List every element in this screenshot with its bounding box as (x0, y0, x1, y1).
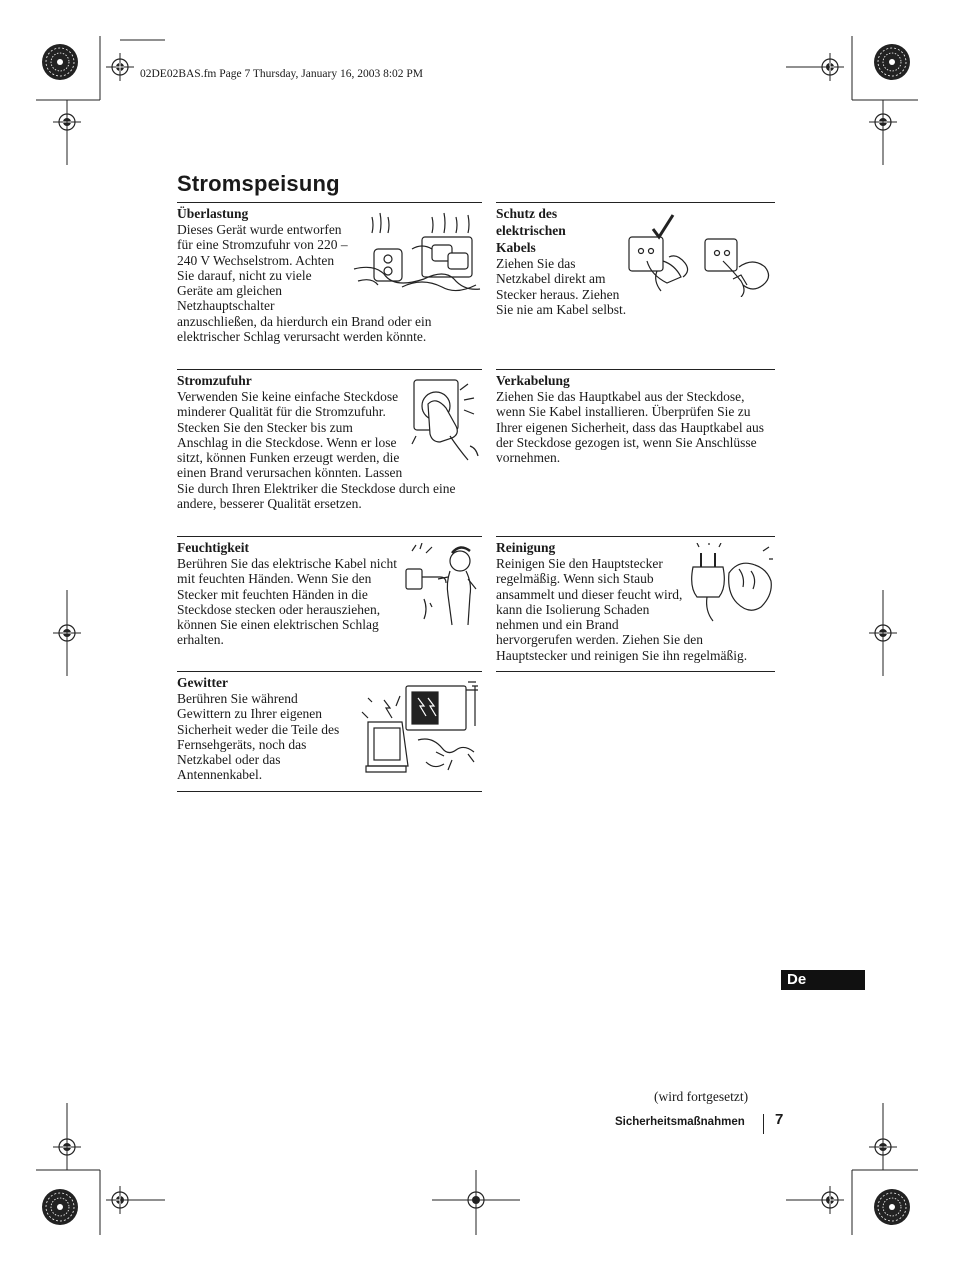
section-verkabelung (496, 369, 775, 470)
section-text: Dieses Gerät wurde entworfen für eine Stromzufuhr von 220 – 240 V Wechselstrom. Achten Sie darauf, nicht zu viele Geräte am gleichen Netzhauptschalter anzuschließen, da hierdurch ein Brand oder ein elektrischer Schlag verursacht werden könnte. (177, 222, 432, 345)
section-text: Reinigen Sie den Hauptstecker regelmäßig. Wenn sich Staub ansammelt und dieser feucht wird, kann die Isolierung Schaden nehmen und ein Brand hervorgerufen werden. Ziehen Sie den Hauptstecker und reinigen Sie ihn regelmäßig. (496, 556, 748, 663)
section-heading: Reinigung (496, 540, 556, 555)
wet-hands-illustration (404, 543, 482, 629)
section-heading: Gewitter (177, 675, 228, 690)
page-title: Stromspeisung (177, 171, 340, 196)
page-number: 7 (775, 1111, 784, 1128)
footer-divider (763, 1114, 764, 1134)
section-text: Verwenden Sie keine einfache Steckdose minderer Qualität für die Stromzufuhr. Stecken Sie den Stecker bis zum Anschlag in die Steckdose. Wenn er lose sitzt, können Funken erzeugt werden, die einen Brand verursachen könnten. Lassen Sie durch Ihren Elektriker die Steckdose durch eine andere, besserer Qualität ersetzen. (177, 389, 456, 512)
section-heading: Feuchtigkeit (177, 540, 249, 555)
section-heading: Schutz des elektrischen Kabels (496, 206, 566, 255)
overload-socket-illustration (352, 209, 482, 299)
thunderstorm-tv-illustration (356, 678, 482, 778)
cable-pull-illustration (627, 209, 775, 297)
section-ueberlastung (177, 202, 482, 365)
section-heading: Überlastung (177, 206, 249, 221)
cleaning-plug-illustration (689, 543, 775, 623)
section-reinigung (496, 536, 775, 665)
section-heading: Verkabelung (496, 373, 570, 388)
section-stromzufuhr (177, 369, 482, 530)
file-info-header: 02DE02BAS.fm Page 7 Thursday, January 16, 2003 8:02 PM (140, 68, 424, 80)
section-text: Ziehen Sie das Hauptkabel aus der Steckdose, wenn Sie Kabel installieren. Überprüfen Sie zu Ihrer eigenen Sicherheit, dass das Hauptkabel aus der Steckdose gezogen ist, wenn Sie Anschlüsse vornehmen. (496, 389, 765, 466)
section-heading: Stromzufuhr (177, 373, 252, 388)
loose-plug-illustration (410, 376, 482, 466)
section-rule (496, 671, 775, 672)
section-text: Berühren Sie während Gewittern zu Ihrer eigenen Sicherheit weder die Teile des Fernsehgeräts, noch das Netzkabel oder das Antennenkabel. (177, 691, 340, 783)
footer-section-name: Sicherheitsmaßnahmen (615, 1116, 745, 1128)
section-feuchtigkeit (177, 536, 482, 657)
continued-note: (wird fortgesetzt) (654, 1089, 749, 1104)
section-text: Berühren Sie das elektrische Kabel nicht mit feuchten Händen. Wenn Sie den Stecker mit feuchten Händen in die Steckdose stecken oder herausziehen, können Sie einen elektrischen Schlag erhalten. (177, 556, 398, 648)
section-schutz (496, 202, 775, 318)
language-tab: De (781, 970, 865, 990)
section-gewitter (177, 671, 482, 792)
section-text: Ziehen Sie das Netzkabel direkt am Stecker heraus. Ziehen Sie nie am Kabel selbst. (496, 256, 627, 317)
